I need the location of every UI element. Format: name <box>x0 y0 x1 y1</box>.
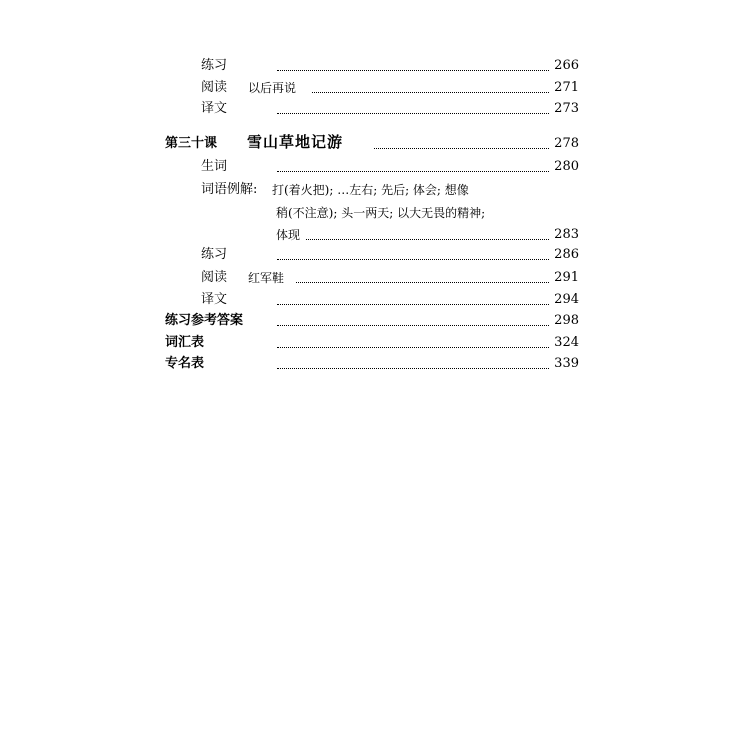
toc-entry[interactable] <box>0 268 750 288</box>
lesson-title: 雪山草地记游 <box>247 133 344 151</box>
dot-leader <box>277 99 549 114</box>
entry-page: 294 <box>554 292 579 307</box>
entry-page: 283 <box>554 227 579 242</box>
entry-label: 译文 <box>201 101 228 116</box>
entry-label: 阅读 <box>201 270 228 285</box>
dot-leader <box>277 333 549 348</box>
toc-section-entry[interactable] <box>0 354 750 374</box>
section-label: 词汇表 <box>165 335 205 350</box>
dot-leader <box>277 311 549 326</box>
toc-section-entry[interactable] <box>0 311 750 331</box>
toc-entry[interactable] <box>0 157 750 177</box>
entry-label: 生词 <box>201 159 228 174</box>
entry-page: 273 <box>554 101 579 116</box>
entry-page: 266 <box>554 58 579 73</box>
entry-label: 译文 <box>201 292 228 307</box>
entry-title: 稍(不注意); 头一两天; 以大无畏的精神; <box>276 206 486 220</box>
entry-label: 练习 <box>201 58 228 73</box>
entry-page: 339 <box>554 356 579 371</box>
toc-entry[interactable] <box>0 99 750 119</box>
entry-page: 286 <box>554 247 579 262</box>
section-label: 练习参考答案 <box>165 313 244 328</box>
toc-section-entry[interactable] <box>0 333 750 353</box>
dot-leader <box>306 225 549 240</box>
entry-page: 280 <box>554 159 579 174</box>
toc-entry[interactable] <box>0 225 750 245</box>
dot-leader <box>277 56 549 71</box>
entry-page: 271 <box>554 80 579 95</box>
entry-page: 324 <box>554 335 579 350</box>
entry-title: 体现 <box>276 228 301 242</box>
dot-leader <box>277 354 549 369</box>
toc-entry[interactable] <box>0 78 750 98</box>
dot-leader <box>277 290 549 305</box>
toc-lesson-entry[interactable] <box>0 134 750 154</box>
entry-title: 红军鞋 <box>248 271 285 285</box>
lesson-number: 第三十课 <box>165 136 218 151</box>
dot-leader <box>296 268 549 283</box>
entry-label: 阅读 <box>201 80 228 95</box>
toc-entry-continued <box>0 203 750 223</box>
toc-entry[interactable] <box>0 245 750 265</box>
toc-entry[interactable] <box>0 290 750 310</box>
dot-leader <box>312 78 549 93</box>
entry-label: 词语例解: <box>201 182 258 197</box>
entry-page: 278 <box>554 136 579 151</box>
entry-page: 291 <box>554 270 579 285</box>
entry-page: 298 <box>554 313 579 328</box>
toc-entry[interactable] <box>0 180 750 200</box>
entry-title: 打(着火把); …左右; 先后; 体会; 想像 <box>272 183 469 197</box>
dot-leader <box>374 134 549 149</box>
entry-title: 以后再说 <box>248 81 297 95</box>
toc-entry[interactable] <box>0 56 750 76</box>
section-label: 专名表 <box>165 356 205 371</box>
dot-leader <box>277 245 549 260</box>
entry-label: 练习 <box>201 247 228 262</box>
dot-leader <box>277 157 549 172</box>
